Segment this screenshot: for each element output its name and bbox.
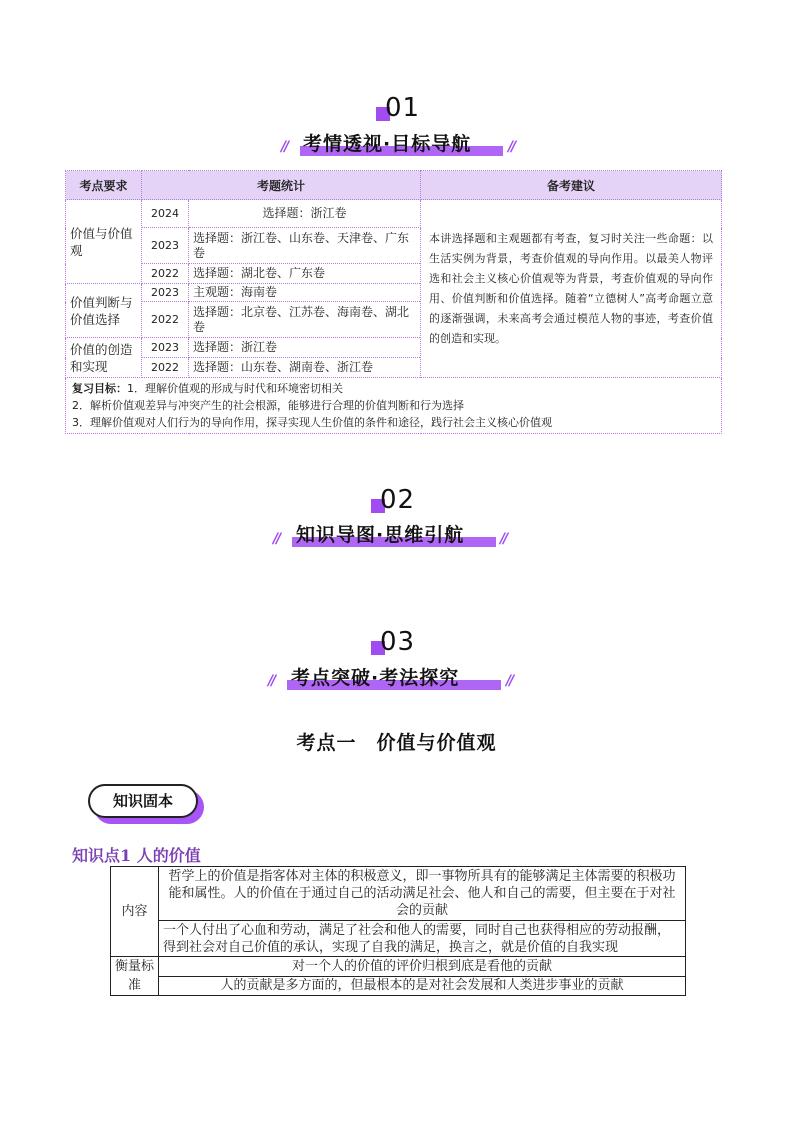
goal-row bbox=[66, 378, 722, 434]
header-cell: 考题统计 bbox=[142, 171, 421, 200]
measure-cell: 人的贡献是多方面的，但最根本的是对社会发展和人类进步事业的贡献 bbox=[159, 976, 686, 996]
badge-label: 知识固本 bbox=[88, 784, 198, 818]
section-number: 01 bbox=[385, 93, 421, 123]
measure-cell: 对一个人的价值的评价归根到底是看他的贡献 bbox=[159, 957, 686, 977]
table-row bbox=[66, 200, 722, 228]
year-cell: 2023 bbox=[142, 284, 189, 302]
row-label: 内容 bbox=[111, 867, 159, 957]
stat-cell: 选择题：浙江卷 bbox=[189, 200, 421, 228]
goal-item: 2．解析价值观差异与冲突产生的社会根源，能够进行合理的价值判断和行为选择 bbox=[72, 399, 464, 412]
table-row bbox=[111, 976, 686, 996]
category-cell: 价值的创造和实现 bbox=[66, 338, 142, 378]
knowledge-badge bbox=[88, 784, 206, 828]
topic-heading: 考点一 价值与价值观 bbox=[296, 732, 497, 754]
stat-cell: 选择题：山东卷、湖南卷、浙江卷 bbox=[189, 358, 421, 378]
slash-left-icon: // bbox=[268, 673, 275, 689]
table-row bbox=[111, 957, 686, 977]
stat-cell: 主观题：海南卷 bbox=[189, 284, 421, 302]
section-number: 02 bbox=[380, 485, 416, 515]
header-cell: 备考建议 bbox=[421, 171, 722, 200]
slash-right-icon: // bbox=[506, 673, 513, 689]
goal-cell bbox=[66, 378, 722, 434]
slash-right-icon: // bbox=[500, 531, 507, 547]
table-row bbox=[111, 867, 686, 921]
category-cell: 价值与价值观 bbox=[66, 200, 142, 284]
content-cell: 一个人付出了心血和劳动，满足了社会和他人的需要，同时自己也获得相应的劳动报酬，得到社会对自己价值的承认，实现了自我的满足，换言之，就是价值的自我实现 bbox=[159, 921, 686, 957]
goal-item: 3．理解价值观对人们行为的导向作用，探寻实现人生价值的条件和途径，践行社会主义核心价值观 bbox=[72, 416, 552, 429]
header-cell: 考点要求 bbox=[66, 171, 142, 200]
section-heading-01 bbox=[0, 95, 793, 165]
exam-overview-table bbox=[65, 170, 722, 434]
section-heading-03 bbox=[0, 629, 793, 699]
knowledge-point-title: 知识点1 人的价值 bbox=[72, 846, 201, 865]
row-label: 衡量标准 bbox=[111, 957, 159, 996]
stat-cell: 选择题：湖北卷、广东卷 bbox=[189, 264, 421, 284]
section-title: 考情透视·目标导航 bbox=[303, 133, 472, 155]
section-heading-02 bbox=[0, 487, 793, 557]
slash-left-icon: // bbox=[281, 139, 288, 155]
category-cell: 价值判断与价值选择 bbox=[66, 284, 142, 338]
slash-right-icon: // bbox=[508, 139, 515, 155]
slash-left-icon: // bbox=[273, 531, 280, 547]
stat-cell: 选择题：浙江卷、山东卷、天津卷、广东卷 bbox=[189, 228, 421, 264]
section-title: 考点突破·考法探究 bbox=[291, 667, 460, 689]
year-cell: 2024 bbox=[142, 200, 189, 228]
year-cell: 2023 bbox=[142, 338, 189, 358]
advice-cell: 本讲选择题和主观题都有考查，复习时关注一些命题：以生活实例为背景，考查价值观的导向作用。以最美人物评选和社会主义核心价值观等为背景，考查价值观的导向作用、价值判断和价值选择。随着“立德树人”高考命题立意的逐渐强调，未来高考会通过模范人物的事迹，考查价值的创造和实现。 bbox=[421, 200, 722, 378]
goal-label: 复习目标： bbox=[72, 382, 127, 395]
section-number: 03 bbox=[380, 627, 416, 657]
table-header-row bbox=[66, 171, 722, 200]
stat-cell: 选择题：北京卷、江苏卷、海南卷、湖北卷 bbox=[189, 302, 421, 338]
year-cell: 2022 bbox=[142, 302, 189, 338]
table-row bbox=[111, 921, 686, 957]
year-cell: 2022 bbox=[142, 358, 189, 378]
section-title: 知识导图·思维引航 bbox=[296, 524, 465, 546]
human-value-table bbox=[110, 866, 686, 996]
stat-cell: 选择题：浙江卷 bbox=[189, 338, 421, 358]
year-cell: 2022 bbox=[142, 264, 189, 284]
goal-item: 1．理解价值观的形成与时代和环境密切相关 bbox=[127, 382, 343, 395]
year-cell: 2023 bbox=[142, 228, 189, 264]
content-cell: 哲学上的价值是指客体对主体的积极意义，即一事物所具有的能够满足主体需要的积极功能和属性。人的价值在于通过自己的活动满足社会、他人和自己的需要，但主要在于对社会的贡献 bbox=[159, 867, 686, 921]
